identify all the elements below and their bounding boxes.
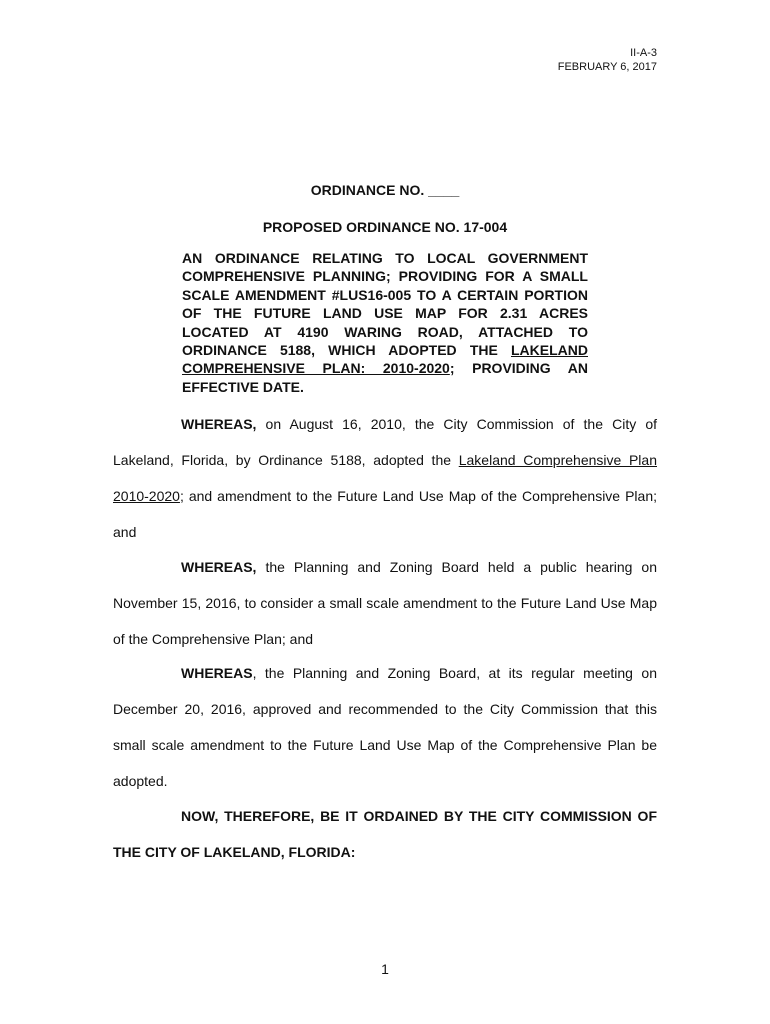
whereas-paragraph-1 [113, 406, 657, 550]
whereas-text: , the Planning and Zoning Board, at its regular meeting on December 20, 2016, approved and recommended to the City Commission that this small scale amendment to the Future Land Use Map of the Comprehensive Plan be adopted. [113, 665, 657, 789]
abstract-plan-name: LAKELAND COMPREHENSIVE PLAN: 2010-2020 [182, 342, 588, 377]
whereas-text-end: ; and amendment to the Future Land Use Map of the Comprehensive Plan; and [113, 488, 657, 540]
section-code: II-A-3 [630, 47, 657, 59]
whereas-text: on August 16, 2010, the City Commission of the City of Lakeland, Florida, by Ordinance 5188, adopted the [113, 416, 657, 468]
ordinance-number-title: ORDINANCE NO. ____ [310, 182, 460, 198]
proposed-ordinance-title: PROPOSED ORDINANCE NO. 17-004 [262, 219, 508, 235]
page-header [558, 46, 657, 74]
header-date: FEBRUARY 6, 2017 [557, 61, 657, 73]
abstract-text-after: ; PROVIDING AN EFFECTIVE DATE. [182, 360, 588, 395]
whereas-text: the Planning and Zoning Board held a public hearing on November 15, 2016, to consider a small scale amendment to the Future Land Use Map of the Comprehensive Plan; and [113, 559, 657, 647]
ordinance-abstract [182, 249, 588, 396]
abstract-text-before: AN ORDINANCE RELATING TO LOCAL GOVERNMENT COMPREHENSIVE PLANNING; PROVIDING FOR A SMALL SCALE AMENDMENT #LUS16-005 TO A CERTAIN PORTION OF THE FUTURE LAND USE MAP FOR 2.31 ACRES LOCATED AT 4190 WARING ROAD, ATTACHED TO ORDINANCE 5188, WHICH ADOPTED THE [182, 250, 588, 359]
whereas-lead: WHEREAS [181, 665, 253, 681]
whereas-lead: WHEREAS, [181, 416, 257, 432]
plan-name-link: Lakeland Comprehensive Plan 2010-2020 [113, 452, 657, 504]
whereas-paragraph-3 [113, 655, 657, 799]
ordained-clause [113, 798, 657, 870]
page-number: 1 [381, 961, 389, 977]
whereas-lead: WHEREAS, [181, 559, 257, 575]
ordained-text: NOW, THEREFORE, BE IT ORDAINED BY THE CITY COMMISSION OF THE CITY OF LAKELAND, FLORIDA: [113, 808, 657, 860]
whereas-paragraph-2 [113, 549, 657, 657]
